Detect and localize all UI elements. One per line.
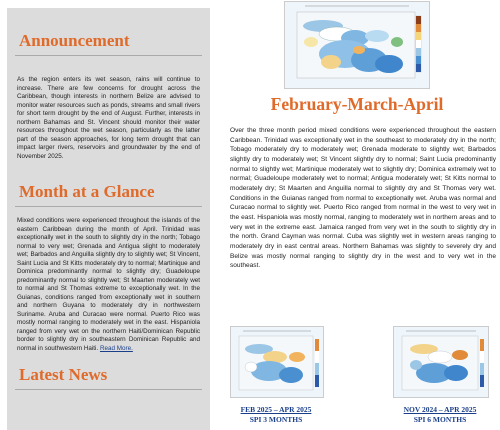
spi-map-3-month-graphic xyxy=(231,327,323,397)
spi-map-6-month[interactable] xyxy=(393,326,489,398)
sidebar-top-gap xyxy=(7,0,210,8)
spi-map-top[interactable] xyxy=(284,1,430,89)
announcement-section xyxy=(7,31,210,161)
spi-map-top-graphic xyxy=(285,2,429,88)
month-at-glance-text: Mixed conditions were experienced throughout the islands of the eastern Caribbean during the month of April. Trinidad was exceptionally wet in the south to slightly dry in the north; Tobago normal to very wet; Grenada and Antigua slight to moderately wet; Barbados and Anguilla slightly dry to slightly wet; St Vincent, Saint Lucia and St Kitts moderately dry to normal; Martinique and Dominica predominantly normal to slightly dry; Guadeloupe predominantly normal to slightly wet; St Maarten moderately wet to normal and St Thomas extreme to exceptionally wet. In the Guianas, conditions ranged from exceptionally wet in southern and northern Guyana to moderately dry in northwestern Suriname. Aruba and Curacao were normal. Puerto Rico was mostly normal ranging to moderately wet in the east. Hispaniola ranged from very wet on the northern Haiti/Dominican Republic border to slightly dry in southeastern Dominican Republic and normal in southwestern Haiti. xyxy=(17,217,200,352)
main-text: Over the three month period mixed conditions were experienced throughout the eastern Caribbean. Trinidad was exceptionally wet in the southeast to moderately dry in the north; Tobago moderately dry to moderately wet; Grenada moderate to slightly wet; Barbados slightly dry to moderately wet; St Vincent slightly dry to normal; Saint Lucia predominantly normal to slightly wet; Martinique moderately wet to slightly dry; Dominica extremely wet to normal; Guadeloupe moderately wet to normal; Antigua moderately wet; St Kitts normal to moderately dry; St Maarten and Anguilla normal to slightly dry and St Thomas very wet. Conditions in the Guianas ranged from normal to exceptionally wet. Aruba was normal and Curacao normal to slightly wet. Puerto Rico ranged from normal in the west to very wet in the east. Hispaniola was mostly normal, ranging to moderately wet in northern areas and to very wet in the extreme east. Jamaica ranged from very wet in the south to slightly dry in the north. Grand Cayman was normal. Cuba was slightly wet in western areas ranging to moderately dry in east central areas. Northern Bahamas was slightly to severely dry and Belize was mostly normal ranging to slightly dry in the west and to very wet in the southeast. xyxy=(230,127,496,270)
spi-3-month-caption-dates[interactable]: FEB 2025 – APR 2025 xyxy=(240,405,312,414)
announcement-divider xyxy=(15,55,202,56)
latest-news-divider xyxy=(15,389,202,390)
spi-6-month-caption[interactable] xyxy=(388,405,492,425)
spi-map-6-month-graphic xyxy=(394,327,488,397)
spi-3-month-caption-label: SPI 3 MONTHS xyxy=(249,415,303,424)
month-at-glance-text-block xyxy=(7,217,210,353)
main-content xyxy=(218,0,496,430)
latest-news-section xyxy=(7,365,210,390)
month-at-glance-section xyxy=(7,182,210,353)
spi-map-3-month[interactable] xyxy=(230,326,324,398)
spi-6-month-caption-dates[interactable]: NOV 2024 – APR 2025 xyxy=(403,405,477,414)
sidebar xyxy=(7,0,210,430)
spi-3-month-caption[interactable] xyxy=(224,405,328,425)
month-at-glance-title: Month at a Glance xyxy=(19,182,155,201)
read-more-link[interactable]: Read More. xyxy=(99,344,133,352)
month-at-glance-divider xyxy=(15,206,202,207)
latest-news-title: Latest News xyxy=(19,365,108,384)
announcement-title: Announcement xyxy=(19,31,130,50)
main-title: February-March-April xyxy=(270,94,444,114)
spi-6-month-caption-label: SPI 6 MONTHS xyxy=(413,415,467,424)
announcement-text: As the region enters its wet season, rains will continue to increase. There are few concerns for drought across the Caribbean, though interests in northern Belize are advised to monitor water resources such as ponds, streams and small rivers for short term drought by the end of August. Further, interests in northern Bahamas and St. Vincent should monitor their water resources throughout the wet season, particularly as the latter part of the season approaches, for long term drought that can impact larger rivers, reservoirs and groundwater by the end of November 2025. xyxy=(17,76,200,160)
